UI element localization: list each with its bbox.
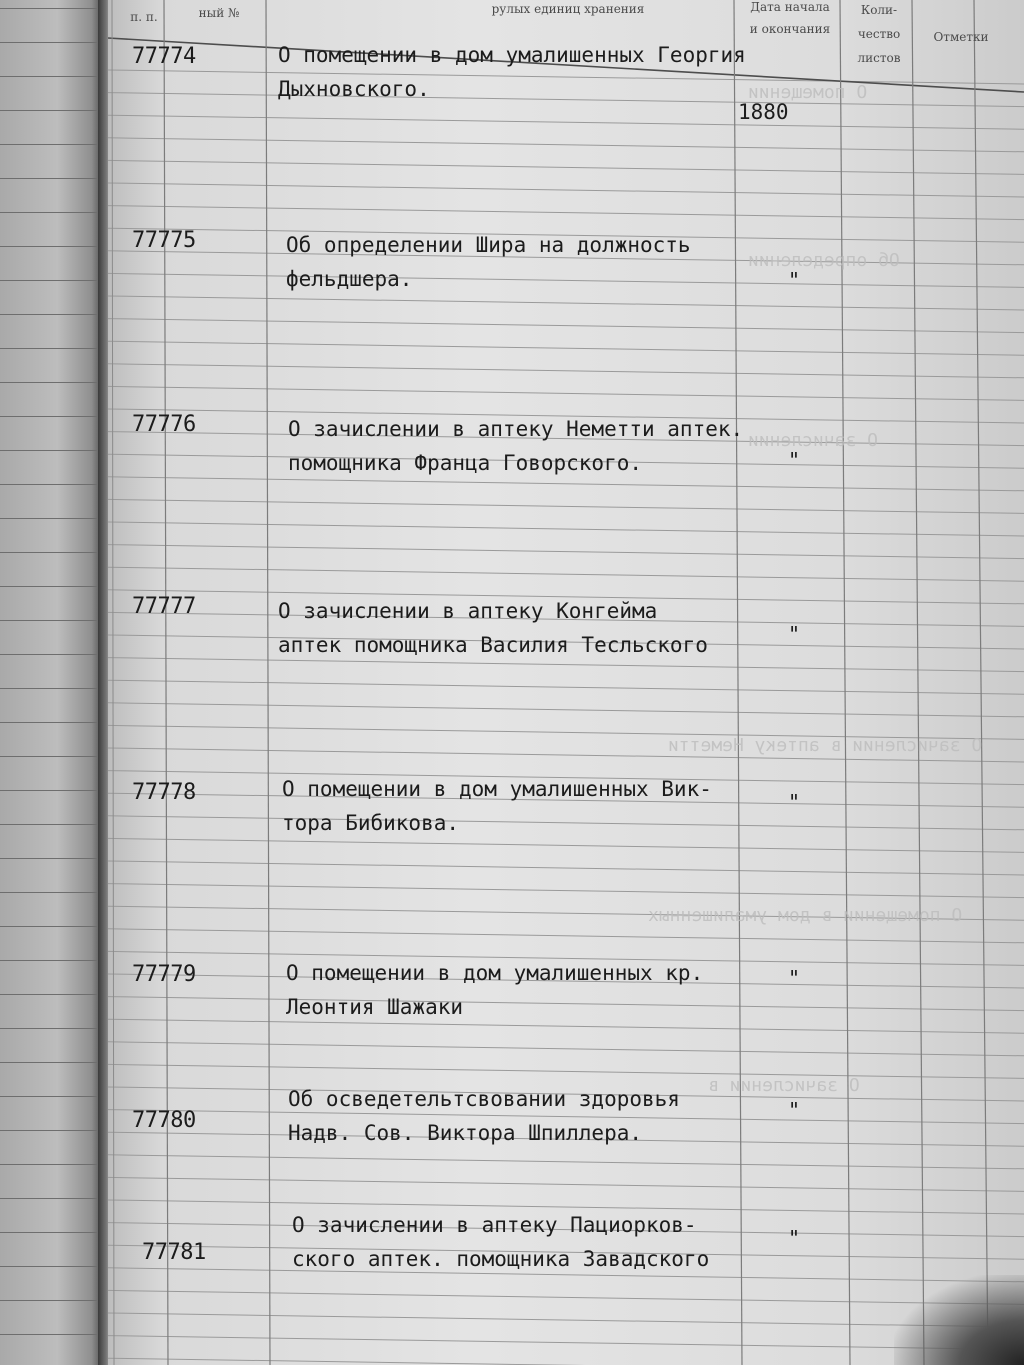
header-dates-line1: Дата начала xyxy=(750,0,830,14)
entry-title xyxy=(278,594,708,662)
entry-title-line2: Надв. Сов. Виктора Шпиллера. xyxy=(288,1121,643,1145)
header-sheets-line1: Коли- xyxy=(860,3,898,17)
header-col-index: ный № xyxy=(198,6,240,20)
facing-page-rule xyxy=(0,586,104,587)
entry-title xyxy=(286,228,691,296)
facing-page-rule xyxy=(0,926,104,927)
facing-page-rule xyxy=(0,416,104,417)
entry-title-line1: О зачислении в аптеку Неметти аптек. xyxy=(288,417,744,441)
entry-title-line1: О зачислении в аптеку Конгейма xyxy=(278,599,658,623)
entry-number: 77774 xyxy=(132,44,196,69)
entry-ditto-mark: " xyxy=(788,790,801,814)
facing-page-rule xyxy=(0,960,104,961)
ruled-line xyxy=(108,545,1024,559)
entry-title-line2: помощника Франца Говорского. xyxy=(288,451,643,475)
entry-row xyxy=(108,44,1024,164)
facing-page-rule xyxy=(0,76,104,77)
facing-page-rule xyxy=(0,518,104,519)
entry-date: 1880 xyxy=(738,100,789,124)
entry-title-line1: О зачислении в аптеку Пациорков- xyxy=(292,1213,697,1237)
entry-ditto-mark: " xyxy=(788,622,801,646)
header-col-number: п. п. xyxy=(130,10,158,24)
entry-title xyxy=(286,956,703,1024)
entry-number: 77777 xyxy=(132,594,196,619)
facing-page-rule xyxy=(0,722,104,723)
ruled-line xyxy=(108,364,1024,378)
entry-title-line1: О помещении в дом умалишенных Георгия xyxy=(278,43,746,67)
entry-title-line1: Об осведетельтсвовании здоровья xyxy=(288,1087,680,1111)
facing-page-rule xyxy=(0,1164,104,1165)
facing-page-rule xyxy=(0,246,104,247)
facing-page-rule xyxy=(0,1300,104,1301)
facing-page-rule xyxy=(0,280,104,281)
entry-title-line2: аптек помощника Василия Тесльского xyxy=(278,633,708,657)
facing-page-rule xyxy=(0,756,104,757)
entry-title xyxy=(278,38,746,106)
facing-page-rule xyxy=(0,790,104,791)
entry-number: 77776 xyxy=(132,412,196,437)
entry-title-line1: Об определении Шира на должность xyxy=(286,233,691,257)
ruled-line xyxy=(108,183,1024,197)
facing-page xyxy=(0,0,104,1365)
header-col-notes: Отметки xyxy=(933,30,989,44)
facing-page-rule xyxy=(0,42,104,43)
entry-row xyxy=(108,962,1024,1082)
facing-page-rule xyxy=(0,110,104,111)
facing-page-rule xyxy=(0,892,104,893)
entry-title-line2: Леонтия Шажаки xyxy=(286,995,464,1019)
facing-page-rule xyxy=(0,688,104,689)
ruled-line xyxy=(108,206,1024,220)
facing-page-rule xyxy=(0,8,104,9)
facing-page-rule xyxy=(0,1232,104,1233)
facing-page-rule xyxy=(0,144,104,145)
header-dates-line2: и окончания xyxy=(749,22,831,36)
facing-page-rule xyxy=(0,348,104,349)
entry-row xyxy=(108,228,1024,348)
entry-title-line2: ского аптек. помощника Завадского xyxy=(292,1247,710,1271)
facing-page-rule xyxy=(0,654,104,655)
facing-page-rule xyxy=(0,1062,104,1063)
facing-page-rule xyxy=(0,1266,104,1267)
header-sheets-line3: листов xyxy=(857,51,901,65)
entry-title xyxy=(288,1082,680,1150)
facing-page-rule xyxy=(0,212,104,213)
facing-page-rule xyxy=(0,382,104,383)
entry-row xyxy=(108,1213,1024,1360)
entry-ditto-mark: " xyxy=(788,966,801,990)
entry-ditto-mark: " xyxy=(788,448,801,472)
header-sheets-line2: чество xyxy=(857,27,901,41)
ledger-page: п. п. ный № рулых единиц хранения Дата начала и окончания Коли- чество листов Отметки О помещении Об определении О зачислении О зачислении в аптеку Неметти О помещении в дом умалишенных О зачислении в 77774 О помещении в дом умалишенных Георгия Дыхновского. 1880 77775 Об определении Шира на должность фельдшера. " 77776 О зачислении в аптеку Неметти аптек. помощника Франца Говорского. " 77777 О зачислении в аптеку Конгейма аптек помощника Василия Тесльского " 77778 О помещении в дом умалишенных Вик- тора Бибикова. " 77779 О помещении в дом умалишенных кр. Леонтия Шажаки " 77780 Об осведетельтсвовании здоровья Надв. Сов. Виктора Шпиллера. " 77781 О зачислении в аптеку Пациорков- ского аптек. помощника Завадского " xyxy=(108,0,1024,1365)
header-col-title: рулых единиц хранения xyxy=(491,2,645,16)
facing-page-rule xyxy=(0,314,104,315)
facing-page-rule xyxy=(0,994,104,995)
facing-page-rule xyxy=(0,1198,104,1199)
entry-number: 77781 xyxy=(142,1240,206,1265)
entry-row xyxy=(108,412,1024,532)
entry-title xyxy=(292,1208,709,1276)
facing-page-rule xyxy=(0,552,104,553)
facing-page-rule xyxy=(0,1096,104,1097)
ruled-line xyxy=(108,929,1024,943)
entry-ditto-mark: " xyxy=(788,268,801,292)
entry-title-line1: О помещении в дом умалишенных кр. xyxy=(286,961,704,985)
entry-number: 77778 xyxy=(132,780,196,805)
entry-ditto-mark: " xyxy=(788,1226,801,1250)
header-col-dates xyxy=(738,0,842,40)
entry-title-line2: Дыхновского. xyxy=(278,77,430,101)
entry-ditto-mark: " xyxy=(788,1098,801,1122)
entry-number: 77780 xyxy=(132,1108,196,1133)
facing-page-rule xyxy=(0,1334,104,1335)
facing-page-rule xyxy=(0,1130,104,1131)
ruled-line xyxy=(108,567,1024,581)
entry-title-line2: тора Бибикова. xyxy=(282,811,460,835)
facing-page-rule xyxy=(0,620,104,621)
facing-page-rule xyxy=(0,450,104,451)
entry-title xyxy=(282,772,712,840)
ruled-line xyxy=(108,386,1024,400)
entry-title-line2: фельдшера. xyxy=(286,267,413,291)
entry-number: 77779 xyxy=(132,962,196,987)
entry-number: 77775 xyxy=(132,228,196,253)
entry-title xyxy=(288,412,743,480)
entry-row xyxy=(108,594,1024,714)
entry-title-line1: О помещении в дом умалишенных Вик- xyxy=(282,777,712,801)
facing-page-rule xyxy=(0,1028,104,1029)
entry-row xyxy=(108,777,1024,900)
facing-page-rule xyxy=(0,484,104,485)
thumb-shadow xyxy=(894,1275,1024,1365)
facing-page-rule xyxy=(0,858,104,859)
facing-page-rule xyxy=(0,824,104,825)
facing-page-rule xyxy=(0,178,104,179)
